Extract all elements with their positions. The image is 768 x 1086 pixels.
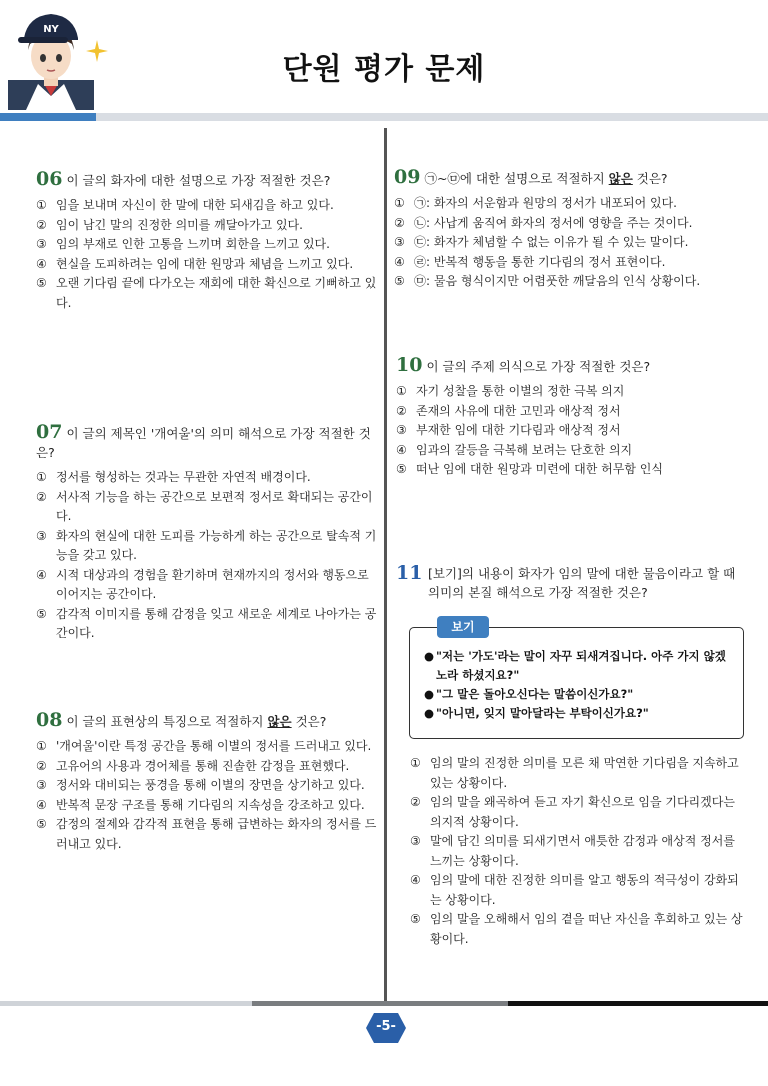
option-mark: ② (36, 217, 47, 232)
option-mark: ② (410, 795, 421, 809)
option-mark: ⑤ (394, 274, 405, 288)
answer-option[interactable] (396, 402, 746, 422)
answer-option[interactable] (36, 255, 378, 275)
option-text: ㉢: 화자가 체념할 수 없는 이유가 될 수 있는 말이다. (414, 235, 689, 249)
answer-option[interactable] (36, 527, 378, 566)
bogi-label: 보기 (437, 616, 489, 638)
option-mark: ④ (396, 442, 407, 457)
option-text: 자기 성찰을 통한 이별의 정한 극복 의지 (416, 384, 625, 398)
option-mark: ① (410, 756, 421, 770)
answer-option[interactable] (394, 214, 744, 234)
answer-option[interactable] (396, 441, 746, 461)
column-divider (384, 128, 387, 1006)
option-text: 반복적 문장 구조를 통해 기다림의 지속성을 강조하고 있다. (56, 797, 365, 812)
answer-option[interactable] (410, 910, 744, 949)
option-text: 정서를 형성하는 것과는 무관한 자연적 배경이다. (56, 470, 311, 484)
bullet-icon: ● (424, 706, 435, 720)
option-mark: ① (36, 470, 47, 484)
option-mark: ① (394, 196, 405, 210)
bogi-item-text: "그 말은 돌아오신다는 말씀이신가요?" (436, 687, 634, 701)
svg-text:NY: NY (43, 24, 59, 35)
option-mark: ⑤ (396, 462, 407, 476)
header-bar-accent (0, 113, 96, 121)
option-text: 존재의 사유에 대한 고민과 애상적 정서 (416, 403, 621, 418)
question-text: [보기]의 내용이 화자가 임의 말에 대한 물음이라고 할 때 의미의 본질 해석으로 가장 적절한 것은? (428, 566, 736, 600)
answer-option[interactable] (36, 216, 378, 236)
question-11-options (410, 748, 744, 949)
option-mark: ③ (396, 423, 407, 437)
answer-option[interactable] (36, 815, 378, 854)
option-mark: ① (36, 739, 47, 753)
question-10 (396, 356, 746, 480)
answer-option[interactable] (36, 776, 378, 796)
footer-bar (252, 1001, 508, 1006)
option-mark: ④ (36, 797, 47, 812)
option-text: 오랜 기다림 끝에 다가오는 재회에 대한 확신으로 기뻐하고 있다. (56, 276, 377, 310)
option-mark: ② (394, 215, 405, 230)
answer-option[interactable] (394, 272, 744, 292)
option-text: 임을 보내며 자신이 한 말에 대한 되새김을 하고 있다. (56, 198, 334, 212)
answer-option[interactable] (394, 233, 744, 253)
answer-option[interactable] (36, 605, 378, 644)
answer-option[interactable] (410, 793, 744, 832)
answer-options (396, 382, 746, 480)
question-09 (394, 168, 744, 292)
option-mark: ⑤ (36, 606, 47, 621)
question-07 (36, 423, 378, 644)
option-text: 감각적 이미지를 통해 감정을 잊고 새로운 세계로 나아가는 공간이다. (56, 606, 377, 640)
bogi-item-text: "저는 '가도'라는 말이 자꾸 되새겨집니다. 아주 가지 않겠노라 하셨지요?" (436, 649, 726, 682)
answer-option[interactable] (36, 235, 378, 255)
answer-option[interactable] (410, 832, 744, 871)
question-text: 이 글의 주제 의식으로 가장 적절한 것은? (426, 359, 651, 374)
question-number: 07 (36, 421, 63, 443)
option-text: ㉣: 반복적 행동을 통한 기다림의 정서 표현이다. (414, 254, 666, 269)
answer-option[interactable] (394, 194, 744, 214)
answer-option[interactable] (36, 737, 378, 757)
question-prompt (36, 423, 378, 462)
page-title: 단원 평가 문제 (282, 52, 486, 87)
answer-option[interactable] (394, 253, 744, 273)
bogi-item (424, 704, 734, 723)
question-06 (36, 170, 378, 313)
page-number: -5- (376, 1019, 396, 1034)
option-mark: ⑤ (410, 912, 421, 926)
answer-option[interactable] (396, 382, 746, 402)
question-number: 11 (396, 562, 423, 584)
header-bar (96, 113, 768, 121)
bullet-icon: ● (424, 687, 435, 701)
option-text: 임과의 갈등을 극복해 보려는 단호한 의지 (416, 442, 633, 457)
question-text-pre: 이 글의 표현상의 특징으로 적절하지 (66, 714, 268, 729)
answer-option[interactable] (36, 488, 378, 527)
option-text: 현실을 도피하려는 임에 대한 원망과 체념을 느끼고 있다. (56, 256, 354, 271)
option-mark: ③ (36, 237, 47, 251)
answer-option[interactable] (36, 274, 378, 313)
footer-bar (0, 1001, 252, 1006)
answer-option[interactable] (36, 468, 378, 488)
question-text: 이 글의 화자에 대한 설명으로 가장 적절한 것은? (66, 173, 331, 188)
option-text: 부재한 임에 대한 기다림과 애상적 정서 (416, 423, 621, 437)
answer-option[interactable] (36, 566, 378, 605)
option-text: 감정의 절제와 감각적 표현을 통해 급변하는 화자의 정서를 드러내고 있다. (56, 817, 377, 851)
answer-option[interactable] (36, 796, 378, 816)
question-text-post: 것은? (632, 171, 668, 186)
option-text: '개여울'이란 특정 공간을 통해 이별의 정서를 드러내고 있다. (56, 739, 372, 753)
answer-options (410, 754, 744, 949)
option-mark: ② (36, 758, 47, 773)
question-prompt (394, 168, 744, 188)
question-prompt (36, 711, 378, 731)
question-text: 이 글의 제목인 '개여울'의 의미 해석으로 가장 적절한 것은? (36, 426, 371, 460)
option-mark: ④ (36, 567, 47, 582)
option-mark: ① (396, 384, 407, 398)
option-mark: ④ (410, 873, 421, 887)
question-text-post: 것은? (291, 714, 327, 729)
option-mark: ③ (410, 834, 421, 848)
answer-option[interactable] (36, 196, 378, 216)
option-mark: ④ (394, 254, 405, 269)
option-mark: ③ (394, 235, 405, 249)
answer-option[interactable] (410, 871, 744, 910)
answer-option[interactable] (36, 757, 378, 777)
option-text: ㉠: 화자의 서운함과 원망의 정서가 내포되어 있다. (414, 196, 677, 210)
bogi-item (424, 647, 734, 685)
question-text-emphasis: 않은 (608, 171, 633, 186)
question-number: 06 (36, 168, 63, 190)
option-text: ㉤: 물음 형식이지만 어렴풋한 깨달음의 인식 상황이다. (414, 274, 701, 288)
option-text: 임의 말을 오해해서 임의 곁을 떠난 자신을 후회하고 있는 상황이다. (430, 912, 743, 946)
page-header (0, 0, 768, 124)
option-mark: ⑤ (36, 276, 47, 290)
option-text: 임의 부재로 인한 고통을 느끼며 회한을 느끼고 있다. (56, 237, 330, 251)
footer-bar (508, 1001, 768, 1006)
option-text: 임의 말의 진정한 의미를 모른 채 막연한 기다림을 지속하고 있는 상황이다. (430, 756, 739, 790)
answer-options (36, 468, 378, 644)
question-number: 08 (36, 709, 63, 731)
option-text: 시적 대상과의 경험을 환기하며 현재까지의 정서와 행동으로 이어지는 공간이다. (56, 567, 369, 601)
question-number: 10 (396, 354, 423, 376)
option-mark: ⑤ (36, 817, 47, 831)
option-mark: ④ (36, 256, 47, 271)
answer-options (394, 194, 744, 292)
option-text: 말에 담긴 의미를 되새기면서 애틋한 감정과 애상적 정서를 느끼는 상황이다. (430, 834, 735, 868)
option-text: ㉡: 사납게 움직여 화자의 정서에 영향을 주는 것이다. (414, 215, 693, 230)
question-prompt (396, 564, 738, 602)
option-text: 임이 남긴 말의 진정한 의미를 깨달아가고 있다. (56, 217, 303, 232)
option-mark: ② (396, 403, 407, 418)
question-11 (396, 564, 738, 602)
answer-option[interactable] (410, 754, 744, 793)
question-text-pre: ㉠~㉤에 대한 설명으로 적절하지 (424, 171, 609, 186)
bogi-list (424, 647, 734, 723)
bogi-item (424, 685, 734, 704)
question-number: 09 (394, 166, 421, 188)
option-text: 서사적 기능을 하는 공간으로 보편적 정서로 확대되는 공간이다. (56, 489, 373, 523)
bogi-item-text: "아니면, 잊지 말아달라는 부탁이신가요?" (436, 706, 649, 720)
option-text: 떠난 임에 대한 원망과 미련에 대한 허무함 인식 (416, 462, 663, 476)
option-mark: ③ (36, 528, 47, 543)
question-prompt (36, 170, 378, 190)
question-08 (36, 711, 378, 854)
option-text: 임의 말을 왜곡하여 듣고 자기 확신으로 임을 기다리겠다는 의지적 상황이다. (430, 795, 735, 829)
question-prompt (396, 356, 746, 376)
option-text: 정서와 대비되는 풍경을 통해 이별의 장면을 상기하고 있다. (56, 778, 365, 792)
option-text: 화자의 현실에 대한 도피를 가능하게 하는 공간으로 탈속적 기능을 갖고 있다. (56, 528, 377, 562)
option-mark: ③ (36, 778, 47, 792)
answer-options (36, 737, 378, 854)
option-mark: ① (36, 198, 47, 212)
answer-option[interactable] (396, 460, 746, 480)
answer-option[interactable] (396, 421, 746, 441)
option-mark: ② (36, 489, 47, 504)
option-text: 고유어의 사용과 경어체를 통해 진솔한 감정을 표현했다. (56, 758, 350, 773)
answer-options (36, 196, 378, 313)
option-text: 임의 말에 대한 진정한 의미를 알고 행동의 적극성이 강화되는 상황이다. (430, 873, 739, 907)
question-text-emphasis: 않은 (267, 714, 292, 729)
bullet-icon: ● (424, 649, 435, 663)
